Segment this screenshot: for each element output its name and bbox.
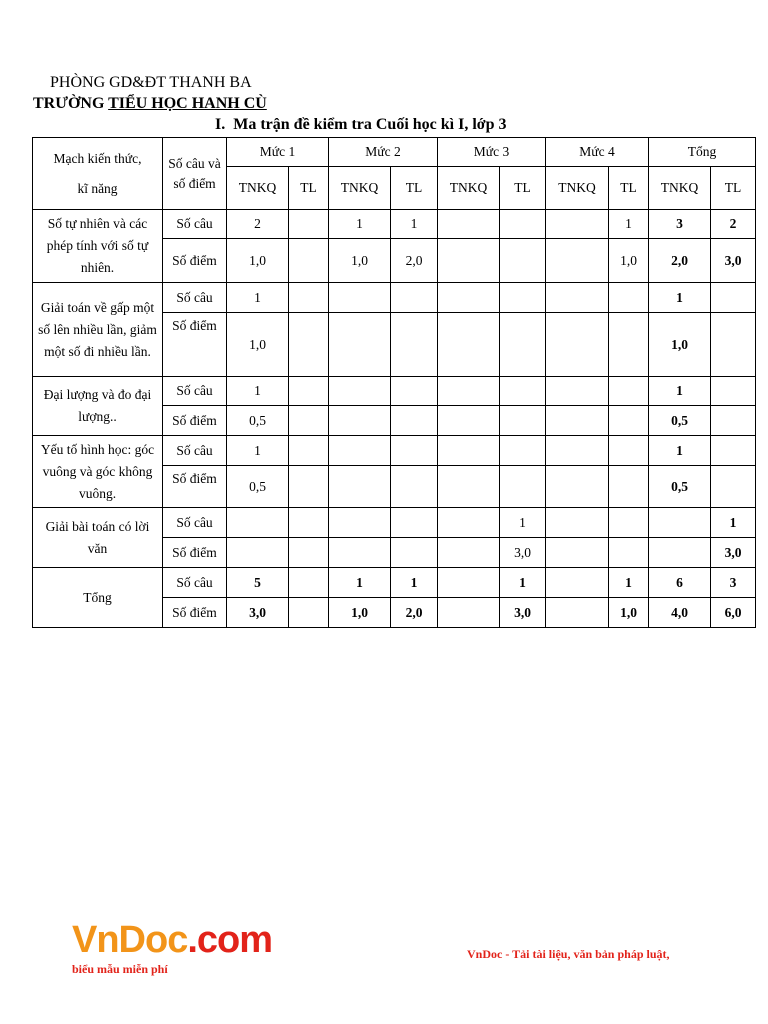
cell-score [609, 406, 649, 436]
department-name: PHÒNG GD&ĐT THANH BA [50, 74, 252, 91]
cell-score: 3,0 [711, 239, 756, 283]
cell-score [438, 538, 500, 568]
school-name-underlined: TIỂU HỌC HANH CÙ [108, 95, 267, 112]
cell-score: 0,5 [649, 466, 711, 508]
label-score: Số điểm [163, 466, 227, 508]
header-level-4: Mức 4 [546, 138, 649, 167]
cell-score [500, 239, 546, 283]
cell-count: 1 [500, 508, 546, 538]
subheader-tnkq: TNKQ [546, 167, 609, 210]
cell-score [546, 313, 609, 377]
cell-score [609, 538, 649, 568]
cell-count: 1 [649, 436, 711, 466]
cell-score [438, 466, 500, 508]
label-question-count: Số câu [163, 210, 227, 239]
cell-count: 3 [649, 210, 711, 239]
cell-score: 6,0 [711, 598, 756, 628]
cell-score [227, 538, 289, 568]
subheader-tl: TL [711, 167, 756, 210]
cell-score: 1,0 [609, 239, 649, 283]
school-name [33, 95, 267, 113]
cell-score: 0,5 [227, 466, 289, 508]
cell-score [289, 466, 329, 508]
logo-part-vndoc: VnDoc [72, 919, 188, 961]
cell-score: 1,0 [329, 239, 391, 283]
cell-count [391, 283, 438, 313]
label-score: Số điểm [163, 239, 227, 283]
cell-score [289, 598, 329, 628]
cell-count: 1 [329, 568, 391, 598]
cell-count [391, 436, 438, 466]
cell-count [546, 568, 609, 598]
topic-name: Số tự nhiên và các phép tính với số tự nhiên. [33, 210, 163, 283]
label-score: Số điểm [163, 538, 227, 568]
cell-score: 2,0 [391, 239, 438, 283]
header-total: Tổng [649, 138, 756, 167]
header-topic-line1: Mạch kiến thức, [53, 150, 142, 166]
cell-count [391, 508, 438, 538]
cell-score: 1,0 [609, 598, 649, 628]
cell-count [609, 283, 649, 313]
cell-count [500, 283, 546, 313]
topic-name: Yếu tố hình học: góc vuông và góc không vuông. [33, 436, 163, 508]
cell-count: 1 [227, 436, 289, 466]
label-question-count: Số câu [163, 377, 227, 406]
cell-score [391, 406, 438, 436]
subheader-tnkq: TNKQ [329, 167, 391, 210]
cell-count [609, 377, 649, 406]
cell-count: 1 [649, 283, 711, 313]
label-score: Số điểm [163, 313, 227, 377]
cell-count [546, 436, 609, 466]
cell-score [289, 313, 329, 377]
cell-count: 1 [227, 283, 289, 313]
cell-count [438, 568, 500, 598]
cell-count [391, 377, 438, 406]
subheader-tl: TL [609, 167, 649, 210]
topic-name: Giải toán về gấp một số lên nhiều lần, giảm một số đi nhiều lần. [33, 283, 163, 377]
cell-score [649, 538, 711, 568]
cell-score: 2,0 [649, 239, 711, 283]
cell-count: 1 [227, 377, 289, 406]
label-question-count: Số câu [163, 436, 227, 466]
cell-count [289, 377, 329, 406]
cell-count [438, 377, 500, 406]
cell-count [649, 508, 711, 538]
cell-count: 2 [711, 210, 756, 239]
cell-count [546, 508, 609, 538]
cell-score [289, 538, 329, 568]
cell-score [711, 406, 756, 436]
cell-count [500, 377, 546, 406]
cell-score: 3,0 [227, 598, 289, 628]
cell-count [289, 508, 329, 538]
cell-score: 3,0 [711, 538, 756, 568]
cell-count: 2 [227, 210, 289, 239]
cell-count [289, 436, 329, 466]
logo-tagline: biểu mẫu miễn phí [72, 962, 168, 976]
label-score: Số điểm [163, 406, 227, 436]
cell-count [438, 436, 500, 466]
total-row-label: Tổng [33, 568, 163, 628]
cell-count: 1 [609, 210, 649, 239]
cell-score [289, 239, 329, 283]
cell-score: 1,0 [649, 313, 711, 377]
school-name-prefix: TRƯỜNG [33, 95, 109, 112]
label-score: Số điểm [163, 598, 227, 628]
cell-count [500, 210, 546, 239]
header-level-2: Mức 2 [329, 138, 438, 167]
cell-score: 3,0 [500, 598, 546, 628]
logo-part-com: .com [187, 919, 273, 961]
cell-count: 1 [711, 508, 756, 538]
cell-score [289, 406, 329, 436]
cell-score [546, 538, 609, 568]
cell-score [500, 406, 546, 436]
cell-score [546, 239, 609, 283]
cell-score [609, 313, 649, 377]
label-question-count: Số câu [163, 283, 227, 313]
subheader-tl: TL [289, 167, 329, 210]
subheader-tnkq: TNKQ [438, 167, 500, 210]
cell-count [546, 377, 609, 406]
cell-count [500, 436, 546, 466]
cell-count [711, 377, 756, 406]
topic-name: Đại lượng và đo đại lượng.. [33, 377, 163, 436]
cell-score [546, 406, 609, 436]
cell-count [329, 436, 391, 466]
header-count-score: Số câu và số điểm [163, 138, 227, 210]
header-level-3: Mức 3 [438, 138, 546, 167]
cell-count [438, 210, 500, 239]
cell-score [438, 598, 500, 628]
cell-score: 3,0 [500, 538, 546, 568]
footer-link-text: VnDoc - Tải tài liệu, văn bản pháp luật, [467, 947, 670, 961]
cell-count: 1 [329, 210, 391, 239]
cell-score: 0,5 [227, 406, 289, 436]
label-question-count: Số câu [163, 568, 227, 598]
subheader-tnkq: TNKQ [227, 167, 289, 210]
subheader-tl: TL [500, 167, 546, 210]
cell-count [711, 436, 756, 466]
cell-score: 1,0 [329, 598, 391, 628]
cell-score [391, 313, 438, 377]
cell-score [546, 598, 609, 628]
cell-count: 1 [391, 568, 438, 598]
cell-score [329, 406, 391, 436]
cell-score [711, 466, 756, 508]
cell-count [438, 283, 500, 313]
cell-score [438, 239, 500, 283]
header-topic-line2: kĩ năng [77, 180, 118, 196]
cell-count [711, 283, 756, 313]
cell-score [391, 538, 438, 568]
cell-count [289, 568, 329, 598]
cell-score: 4,0 [649, 598, 711, 628]
cell-score [711, 313, 756, 377]
cell-score: 2,0 [391, 598, 438, 628]
cell-score [329, 538, 391, 568]
cell-count [329, 377, 391, 406]
cell-count [289, 283, 329, 313]
cell-count [609, 436, 649, 466]
cell-score [329, 313, 391, 377]
matrix-table [32, 137, 756, 628]
topic-name: Giải bài toán có lời văn [33, 508, 163, 568]
cell-score [438, 406, 500, 436]
cell-count: 1 [500, 568, 546, 598]
cell-score [500, 313, 546, 377]
cell-score [546, 466, 609, 508]
title-number: I. [215, 116, 226, 133]
cell-count: 6 [649, 568, 711, 598]
cell-score [438, 313, 500, 377]
cell-count [546, 210, 609, 239]
cell-score: 1,0 [227, 313, 289, 377]
cell-score [391, 466, 438, 508]
cell-count: 1 [391, 210, 438, 239]
cell-count [329, 508, 391, 538]
cell-count [227, 508, 289, 538]
subheader-tl: TL [391, 167, 438, 210]
title-text: Ma trận đề kiểm tra Cuối học kì I, lớp 3 [233, 116, 507, 133]
cell-count: 1 [609, 568, 649, 598]
subheader-tnkq: TNKQ [649, 167, 711, 210]
cell-count [609, 508, 649, 538]
cell-score [609, 466, 649, 508]
vndoc-logo [72, 918, 272, 962]
cell-score [329, 466, 391, 508]
cell-score [500, 466, 546, 508]
cell-score: 1,0 [227, 239, 289, 283]
cell-score: 0,5 [649, 406, 711, 436]
cell-count: 3 [711, 568, 756, 598]
cell-count [546, 283, 609, 313]
header-topic [33, 138, 163, 210]
cell-count [289, 210, 329, 239]
cell-count [329, 283, 391, 313]
cell-count [438, 508, 500, 538]
cell-count: 1 [649, 377, 711, 406]
document-title [215, 116, 507, 134]
cell-count: 5 [227, 568, 289, 598]
label-question-count: Số câu [163, 508, 227, 538]
header-level-1: Mức 1 [227, 138, 329, 167]
